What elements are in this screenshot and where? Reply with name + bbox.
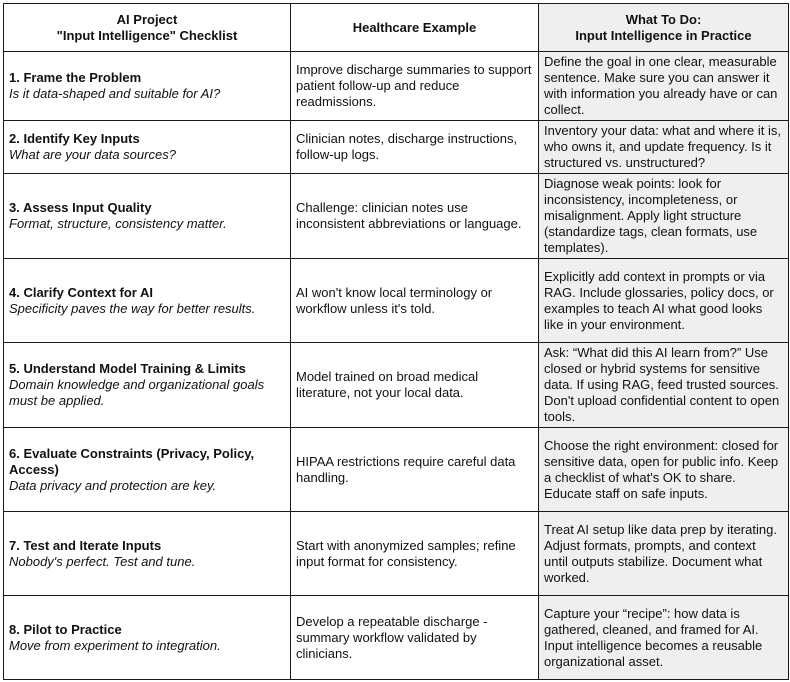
todo-cell: Ask: “What did this AI learn from?” Use closed or hybrid systems for sensitive data. If using RAG, feed trusted sources. Don't upload confidential content to open tools. [539, 343, 789, 428]
example-cell: Clinician notes, discharge instructions, follow-up logs. [291, 121, 539, 174]
step-title: 1. Frame the Problem [9, 70, 142, 85]
header-checklist [4, 4, 291, 52]
header-what-to-do-line2: Input Intelligence in Practice [575, 27, 752, 43]
step-cell [4, 259, 291, 343]
step-subtitle: Specificity paves the way for better results. [9, 300, 256, 316]
todo-cell: Choose the right environment: closed for sensitive data, open for public info. Keep a checklist of what's OK to share. Educate staff on safe inputs. [539, 428, 789, 512]
step-title: 2. Identify Key Inputs [9, 131, 140, 146]
step-subtitle: Is it data-shaped and suitable for AI? [9, 86, 221, 101]
step-cell [4, 52, 291, 121]
step-title: 8. Pilot to Practice [9, 621, 122, 637]
step-subtitle: What are your data sources? [9, 147, 176, 162]
step-title: 3. Assess Input Quality [9, 200, 152, 215]
todo-cell: Explicitly add context in prompts or via RAG. Include glossaries, policy docs, or examples to teach AI what good looks like in your environment. [539, 259, 789, 343]
example-cell: Challenge: clinician notes use inconsistent abbreviations or language. [291, 174, 539, 259]
header-healthcare-example: Healthcare Example [291, 4, 539, 52]
todo-cell: Diagnose weak points: look for inconsistency, incompleteness, or misalignment. Apply light structure (standardize tags, clean formats, use templates). [539, 174, 789, 259]
table-row [4, 174, 789, 259]
todo-cell: Capture your “recipe”: how data is gathered, cleaned, and framed for AI. Input intelligence becomes a reusable organizational asset. [539, 596, 789, 680]
todo-cell: Treat AI setup like data prep by iterating. Adjust formats, prompts, and context until outputs stabilize. Document what worked. [539, 512, 789, 596]
example-cell: Start with anonymized samples; refine input format for consistency. [291, 512, 539, 596]
example-cell: Develop a repeatable discharge - summary workflow validated by clinicians. [291, 596, 539, 680]
step-cell [4, 343, 291, 428]
example-cell: Improve discharge summaries to support patient follow-up and reduce readmissions. [291, 52, 539, 121]
table-row [4, 52, 789, 121]
example-cell: AI won't know local terminology or workflow unless it's told. [291, 259, 539, 343]
step-cell [4, 512, 291, 596]
todo-cell: Inventory your data: what and where it is, who owns it, and update frequency. Is it structured vs. unstructured? [539, 121, 789, 174]
step-title: 5. Understand Model Training & Limits [9, 361, 246, 376]
example-cell: HIPAA restrictions require careful data handling. [291, 428, 539, 512]
step-cell [4, 596, 291, 680]
header-checklist-line2: "Input Intelligence" Checklist [56, 27, 238, 43]
table-row [4, 343, 789, 428]
step-subtitle: Domain knowledge and organizational goals must be applied. [9, 377, 265, 408]
header-what-to-do [539, 4, 789, 52]
step-cell [4, 428, 291, 512]
step-cell [4, 174, 291, 259]
step-title: 6. Evaluate Constraints (Privacy, Policy, Access) [9, 445, 255, 477]
header-what-to-do-line1: What To Do: [625, 11, 702, 27]
step-title: 7. Test and Iterate Inputs [9, 537, 162, 553]
step-subtitle: Format, structure, consistency matter. [9, 216, 227, 231]
step-subtitle: Nobody's perfect. Test and tune. [9, 553, 196, 569]
example-cell: Model trained on broad medical literature, not your local data. [291, 343, 539, 428]
table-row [4, 121, 789, 174]
todo-cell: Define the goal in one clear, measurable sentence. Make sure you can answer it with information you already have or can collect. [539, 52, 789, 121]
header-row [4, 4, 789, 52]
step-cell [4, 121, 291, 174]
header-checklist-line1: AI Project [116, 11, 178, 27]
table-row [4, 259, 789, 343]
checklist-table [3, 3, 789, 680]
table-row [4, 428, 789, 512]
step-title: 4. Clarify Context for AI [9, 284, 153, 300]
table-row [4, 512, 789, 596]
table-row [4, 596, 789, 680]
step-subtitle: Data privacy and protection are key. [9, 477, 217, 493]
step-subtitle: Move from experiment to integration. [9, 637, 221, 653]
